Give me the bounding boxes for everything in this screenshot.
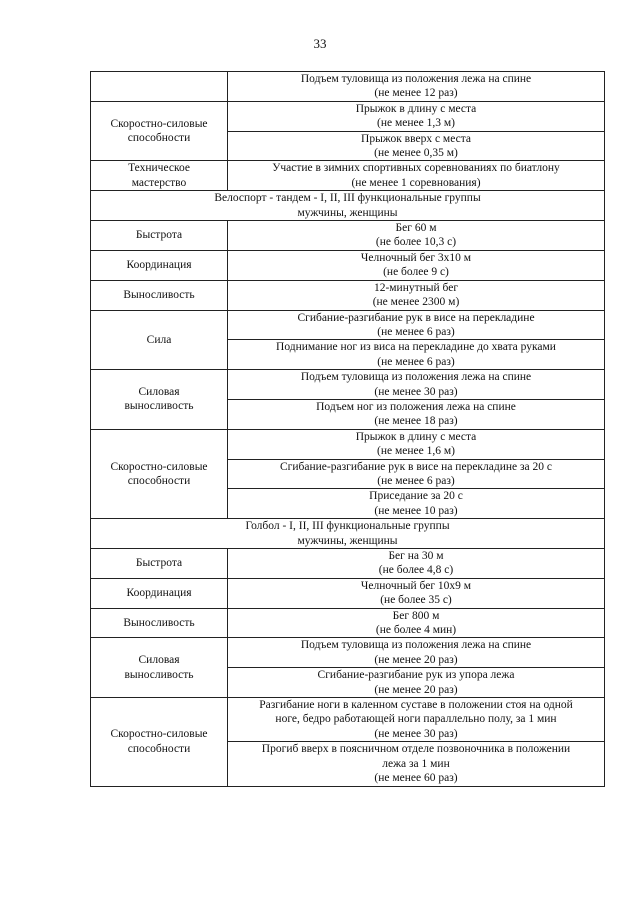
- quality-label: Координация: [126, 259, 192, 272]
- test-cell: [228, 221, 605, 251]
- table-row: [91, 280, 605, 310]
- quality-label: Силовая: [138, 386, 180, 399]
- test-text: (не более 10,3 с): [375, 236, 457, 249]
- quality-label: Быстрота: [135, 229, 183, 242]
- section-header: [91, 519, 605, 549]
- table-row: [91, 370, 605, 400]
- table-row: [91, 698, 605, 742]
- quality-label: способности: [127, 474, 191, 487]
- test-text: (не менее 1,6 м): [377, 445, 455, 458]
- test-text: лежа за 1 мин: [382, 757, 450, 770]
- test-text: Челночный бег 10х9 м: [360, 579, 472, 592]
- test-cell: [228, 459, 605, 489]
- table-row: [91, 72, 605, 102]
- quality-cell: [91, 370, 228, 430]
- quality-cell: [91, 280, 228, 310]
- test-cell: [228, 101, 605, 131]
- test-cell: [228, 489, 605, 519]
- test-text: Бег 800 м: [392, 609, 440, 622]
- test-cell: [228, 370, 605, 400]
- table-row: [91, 161, 605, 191]
- quality-label: Скоростно-силовые: [110, 117, 208, 130]
- table-row: [91, 638, 605, 668]
- test-text: Подъем ног из положения лежа на спине: [316, 400, 516, 413]
- test-cell: [228, 72, 605, 102]
- test-text: (не менее 12 раз): [374, 87, 458, 100]
- quality-cell: [91, 101, 228, 161]
- test-text: Бег на 30 м: [388, 550, 444, 562]
- quality-cell: [91, 221, 228, 251]
- test-text: (не менее 0,35 м): [374, 147, 458, 160]
- test-text: Прогиб вверх в поясничном отделе позвоночника в положении: [261, 743, 571, 756]
- test-text: (не менее 20 раз): [374, 653, 458, 666]
- test-text: Подъем туловища из положения лежа на спине: [300, 73, 532, 85]
- test-text: (не менее 1 соревнования): [351, 176, 481, 189]
- quality-cell: [91, 638, 228, 698]
- test-text: (не более 9 с): [383, 266, 449, 279]
- test-text: (не более 4 мин): [375, 624, 457, 637]
- test-text: Подъем туловища из положения лежа на спине: [300, 639, 532, 652]
- test-text: (не менее 30 раз): [374, 727, 458, 740]
- test-text: (не более 4,8 с): [378, 564, 454, 577]
- standards-table: [90, 71, 605, 787]
- table-row: [91, 578, 605, 608]
- table-row: [91, 250, 605, 280]
- test-cell: [228, 161, 605, 191]
- table-row: [91, 429, 605, 459]
- test-text: Подъем туловища из положения лежа на спине: [300, 371, 532, 384]
- quality-cell: [91, 161, 228, 191]
- table-row: [91, 608, 605, 638]
- quality-cell: [91, 429, 228, 518]
- test-text: 12-минутный бег: [373, 281, 459, 294]
- test-text: (не менее 6 раз): [377, 325, 455, 338]
- quality-label: Выносливость: [123, 288, 195, 301]
- quality-label: Сила: [146, 333, 172, 346]
- test-text: (не менее 18 раз): [374, 415, 458, 428]
- quality-label: Выносливость: [123, 616, 195, 629]
- section-header-row: [91, 519, 605, 549]
- test-text: (не менее 30 раз): [374, 385, 458, 398]
- table-row: [91, 549, 605, 579]
- test-text: Сгибание-разгибание рук из упора лежа: [317, 669, 515, 682]
- quality-label: мастерство: [131, 176, 187, 189]
- test-cell: [228, 668, 605, 698]
- test-text: (не менее 10 раз): [374, 504, 458, 517]
- quality-label: Техническое: [128, 162, 190, 175]
- test-text: (не менее 60 раз): [374, 772, 458, 785]
- test-cell: [228, 310, 605, 340]
- test-cell: [228, 698, 605, 742]
- test-text: Приседание за 20 с: [369, 490, 463, 503]
- test-cell: [228, 340, 605, 370]
- test-cell: [228, 131, 605, 161]
- test-cell: [228, 608, 605, 638]
- quality-cell: [91, 250, 228, 280]
- quality-cell: [91, 608, 228, 638]
- table-row: [91, 221, 605, 251]
- test-cell: [228, 578, 605, 608]
- test-cell: [228, 549, 605, 579]
- quality-cell: [91, 698, 228, 786]
- test-cell: [228, 250, 605, 280]
- section-header: [91, 191, 605, 221]
- test-text: ноге, бедро работающей ноги параллельно полу, за 1 мин: [275, 713, 557, 726]
- section-title: Голбол - I, II, III функциональные группы: [245, 520, 450, 533]
- page-number: 33: [313, 36, 327, 51]
- test-text: Поднимание ног из виса на перекладине до хвата руками: [276, 341, 556, 354]
- test-text: Сгибание-разгибание рук в висе на перекладине за 20 с: [280, 460, 552, 473]
- test-text: Участие в зимних спортивных соревнованиях по биатлону: [272, 162, 560, 175]
- section-header-row: [91, 191, 605, 221]
- test-cell: [228, 429, 605, 459]
- quality-cell: [91, 310, 228, 370]
- quality-label: выносливость: [124, 668, 194, 681]
- quality-label: Силовая: [138, 654, 180, 667]
- quality-cell: [91, 549, 228, 579]
- test-text: (не менее 2300 м): [372, 296, 460, 309]
- test-text: Прыжок в длину с места: [355, 102, 477, 115]
- quality-label: Координация: [126, 587, 192, 600]
- section-title: мужчины, женщины: [297, 206, 398, 219]
- table-row: [91, 310, 605, 340]
- quality-label: выносливость: [124, 400, 194, 413]
- test-text: (не менее 6 раз): [377, 355, 455, 368]
- quality-label: способности: [127, 132, 191, 145]
- quality-cell: [91, 578, 228, 608]
- standards-table-body: [91, 72, 605, 787]
- test-text: (не менее 1,3 м): [377, 117, 455, 130]
- test-text: Разгибание ноги в каленном суставе в положении стоя на одной: [259, 699, 573, 712]
- test-cell: [228, 638, 605, 668]
- section-title: мужчины, женщины: [297, 534, 398, 547]
- quality-label: способности: [127, 742, 191, 755]
- test-text: (не более 35 с): [380, 594, 452, 607]
- section-title: Велоспорт - тандем - I, II, III функциональные группы: [214, 192, 481, 205]
- test-text: Сгибание-разгибание рук в висе на перекладине: [297, 311, 535, 324]
- test-text: Прыжок в длину с места: [355, 430, 477, 443]
- test-cell: [228, 280, 605, 310]
- quality-label: Быстрота: [135, 557, 183, 570]
- test-text: (не менее 6 раз): [377, 474, 455, 487]
- table-row: [91, 101, 605, 131]
- quality-cell: [91, 72, 228, 102]
- quality-label: Скоростно-силовые: [110, 460, 208, 473]
- test-cell: [228, 742, 605, 786]
- test-text: Челночный бег 3х10 м: [360, 251, 472, 264]
- quality-label: Скоростно-силовые: [110, 728, 208, 741]
- test-text: Прыжок вверх с места: [361, 132, 471, 145]
- test-text: Бег 60 м: [395, 222, 437, 235]
- test-cell: [228, 399, 605, 429]
- test-text: (не менее 20 раз): [374, 683, 458, 696]
